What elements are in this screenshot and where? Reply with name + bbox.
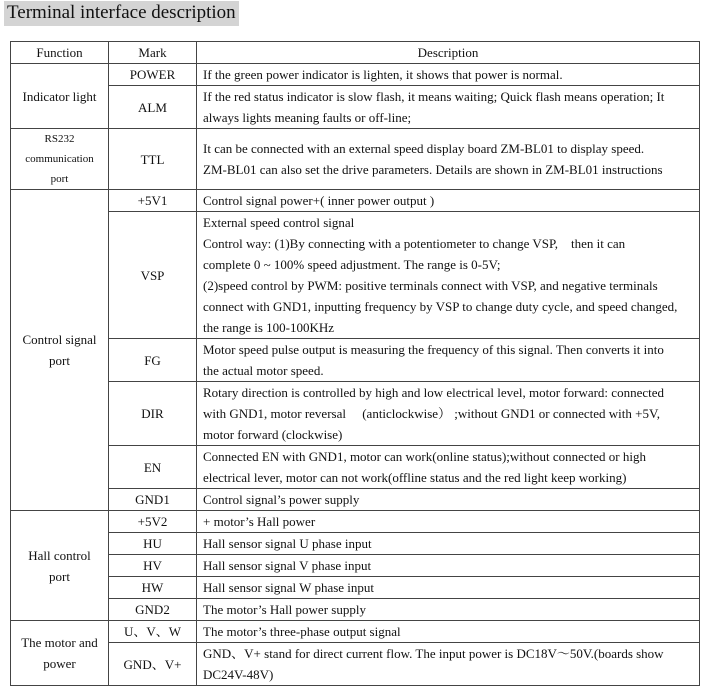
desc-line: DC24V-48V)	[203, 667, 274, 682]
mark-power: POWER	[109, 64, 197, 86]
mark-ttl: TTL	[109, 129, 197, 190]
table-row	[11, 577, 700, 599]
table-row	[11, 446, 700, 489]
desc-line: + motor’s Hall power	[203, 514, 316, 529]
mark-fg: FG	[109, 339, 197, 382]
mark-hv: HV	[109, 555, 197, 577]
desc-ttl	[197, 129, 700, 190]
desc-dir	[197, 382, 700, 446]
desc-line: Control signal power+( inner power output )	[203, 193, 435, 208]
mark-alm: ALM	[109, 86, 197, 129]
function-hall-control	[11, 511, 109, 621]
header-mark: Mark	[109, 42, 197, 64]
desc-line: with GND1, motor reversal (anticlockwise） ;without GND1 or connected with +5V,	[203, 406, 660, 421]
table-row	[11, 190, 700, 212]
table-row	[11, 643, 700, 686]
header-row	[11, 42, 700, 64]
function-line: Hall control	[28, 547, 91, 563]
desc-hu	[197, 533, 700, 555]
desc-line: the actual motor speed.	[203, 363, 324, 378]
mark-hu: HU	[109, 533, 197, 555]
desc-line: Rotary direction is controlled by high and low electrical level, motor forward: connected	[203, 385, 664, 400]
function-line: The motor and	[21, 635, 98, 650]
function-rs232	[11, 129, 109, 190]
desc-en	[197, 446, 700, 489]
desc-line: Hall sensor signal V phase input	[203, 558, 372, 573]
desc-hv	[197, 555, 700, 577]
table-row	[11, 129, 700, 190]
function-indicator-light: Indicator light	[11, 64, 109, 129]
desc-line: Connected EN with GND1, motor can work(online status);without connected or high	[203, 449, 646, 464]
table-row	[11, 339, 700, 382]
desc-gnd2	[197, 599, 700, 621]
function-line: RS232	[44, 133, 75, 145]
desc-vsp	[197, 212, 700, 339]
function-line: power	[43, 656, 76, 671]
desc-line: ZM-BL01 can also set the drive parameters. Details are shown in ZM-BL01 instructions	[203, 162, 663, 177]
mark-gnd2: GND2	[109, 599, 197, 621]
desc-line: Motor speed pulse output is measuring the frequency of this signal. Then converts it into	[203, 342, 664, 357]
header-function: Function	[11, 42, 109, 64]
function-line: port	[49, 568, 70, 584]
desc-fg	[197, 339, 700, 382]
terminal-table	[10, 41, 700, 686]
desc-line: the range is 100-100KHz	[203, 320, 335, 335]
desc-5v2	[197, 511, 700, 533]
table-row	[11, 599, 700, 621]
mark-en: EN	[109, 446, 197, 489]
desc-line: motor forward (clockwise)	[203, 427, 343, 442]
mark-gnd1: GND1	[109, 489, 197, 511]
table-row	[11, 382, 700, 446]
table-row	[11, 212, 700, 339]
desc-hw	[197, 577, 700, 599]
desc-line: GND、V+ stand for direct current flow. The input power is DC18V～50V.(boards show	[203, 646, 664, 661]
mark-5v1: +5V1	[109, 190, 197, 212]
function-control-signal	[11, 190, 109, 511]
table-row	[11, 621, 700, 643]
table-row	[11, 533, 700, 555]
desc-uvw	[197, 621, 700, 643]
function-line: port	[50, 173, 69, 185]
desc-line: electrical lever, motor can not work(offline status and the red light keep working)	[203, 470, 627, 485]
function-motor-power	[11, 621, 109, 686]
page-title: Terminal interface description	[4, 1, 239, 26]
table-row	[11, 86, 700, 129]
desc-line: The motor’s three-phase output signal	[203, 624, 401, 639]
function-line: Control signal	[22, 332, 97, 347]
table-row	[11, 511, 700, 533]
desc-line: complete 0 ~ 100% speed adjustment. The range is 0-5V;	[203, 257, 501, 272]
desc-gnd1	[197, 489, 700, 511]
table-row	[11, 64, 700, 86]
mark-5v2: +5V2	[109, 511, 197, 533]
mark-dir: DIR	[109, 382, 197, 446]
desc-line: Hall sensor signal U phase input	[203, 536, 372, 551]
desc-gnd-vplus	[197, 643, 700, 686]
table-row	[11, 489, 700, 511]
desc-line: Hall sensor signal W phase input	[203, 580, 375, 595]
desc-line: Control signal’s power supply	[203, 492, 360, 507]
mark-gnd-vplus: GND、V+	[109, 643, 197, 686]
desc-line: always lights meaning faults or off-line;	[203, 110, 412, 125]
desc-line: (2)speed control by PWM: positive terminals connect with VSP, and negative terminals	[203, 278, 658, 293]
desc-line: If the red status indicator is slow flash, it means waiting; Quick flash means operation; It	[203, 89, 665, 104]
desc-line: It can be connected with an external speed display board ZM-BL01 to display speed.	[203, 141, 645, 156]
mark-hw: HW	[109, 577, 197, 599]
desc-line: Control way: (1)By connecting with a potentiometer to change VSP, then it can	[203, 236, 626, 251]
desc-power	[197, 64, 700, 86]
mark-uvw: U、V、W	[109, 621, 197, 643]
function-line: communication	[25, 153, 94, 165]
desc-line: connect with GND1, inputting frequency by VSP to change duty cycle, and speed changed,	[203, 299, 678, 314]
desc-line: External speed control signal	[203, 215, 355, 230]
header-description: Description	[197, 42, 700, 64]
desc-line: The motor’s Hall power supply	[203, 602, 366, 617]
table-row	[11, 555, 700, 577]
desc-5v1	[197, 190, 700, 212]
function-line: port	[49, 353, 70, 368]
mark-vsp: VSP	[109, 212, 197, 339]
desc-line: If the green power indicator is lighten, it shows that power is normal.	[203, 67, 563, 82]
desc-alm	[197, 86, 700, 129]
